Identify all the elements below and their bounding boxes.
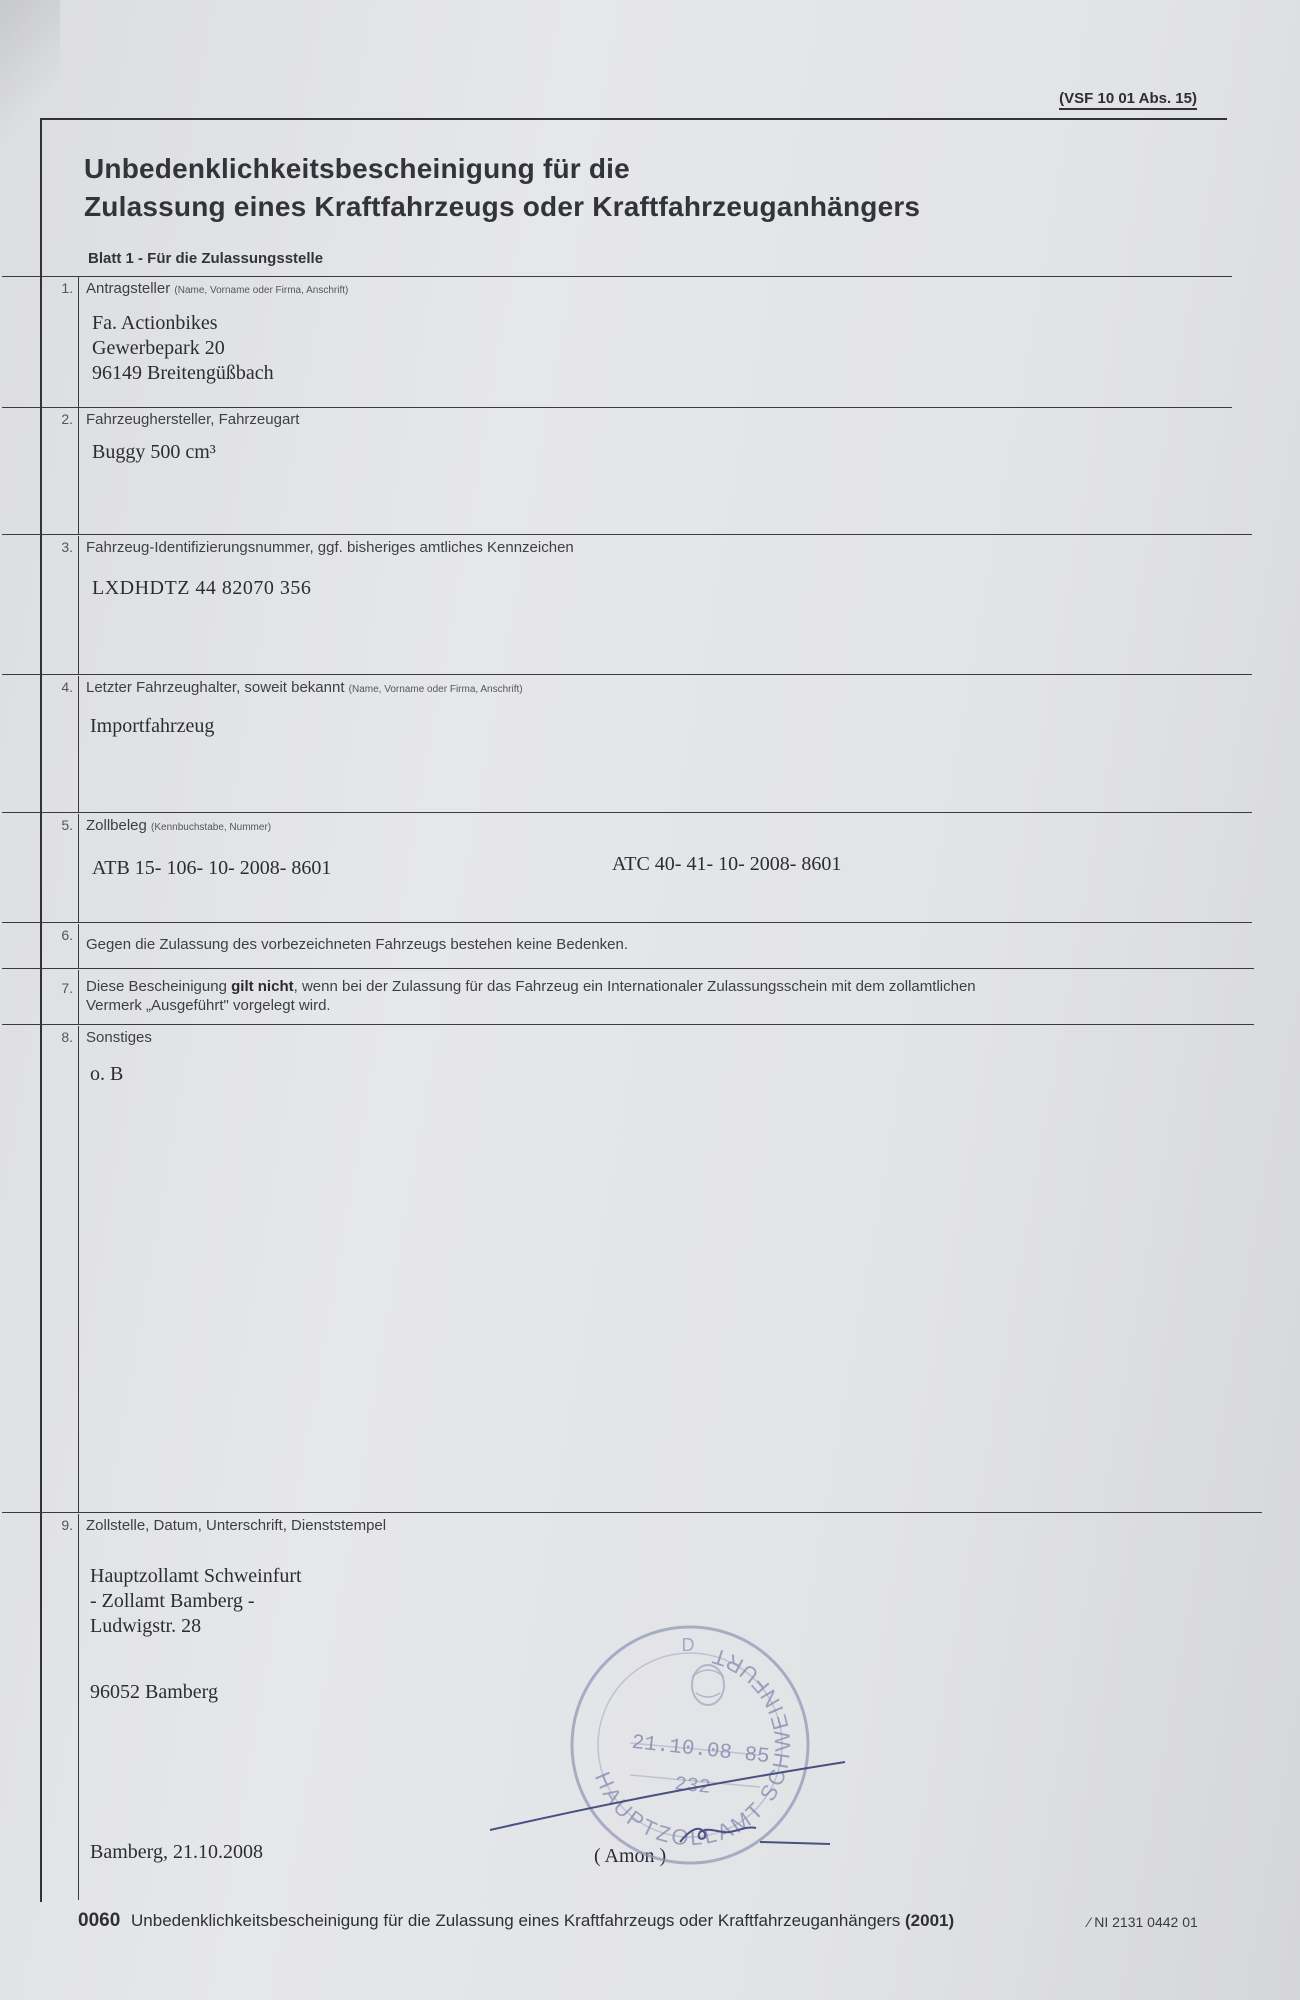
signature bbox=[480, 1760, 860, 1850]
eagle-icon bbox=[692, 1665, 724, 1705]
applicant-value bbox=[92, 311, 274, 386]
footer-year: (2001) bbox=[905, 1911, 955, 1930]
field-number: 3. bbox=[61, 539, 73, 555]
title-line-1: Unbedenklichkeitsbescheinigung für die bbox=[84, 153, 630, 184]
field-number: 5. bbox=[61, 817, 73, 833]
stamp-date: 21.10.08 85 bbox=[630, 1731, 771, 1770]
validity-text-bold: gilt nicht bbox=[231, 978, 294, 995]
field-5-customs-document bbox=[2, 814, 1252, 923]
place-date: Bamberg, 21.10.2008 bbox=[90, 1841, 263, 1863]
field-label: Zollbeleg bbox=[86, 817, 147, 834]
form-number-icon: ⁄ bbox=[1088, 1914, 1091, 1930]
field-3-vin bbox=[2, 536, 1252, 675]
field-1-applicant bbox=[2, 276, 1232, 408]
field-number: 8. bbox=[61, 1029, 73, 1045]
applicant-line: Gewerbepark 20 bbox=[92, 337, 225, 359]
field-label: Fahrzeug-Identifizierungsnummer, ggf. bisheriges amtliches Kennzeichen bbox=[86, 539, 574, 556]
form-title bbox=[84, 150, 920, 226]
field-label: Antragsteller bbox=[86, 280, 171, 297]
customs-doc-right: ATC 40- 41- 10- 2008- 8601 bbox=[612, 853, 842, 875]
field-number: 2. bbox=[61, 411, 73, 427]
field-label: Fahrzeughersteller, Fahrzeugart bbox=[86, 411, 300, 428]
field-sublabel: (Name, Vorname oder Firma, Anschrift) bbox=[174, 285, 349, 296]
office-address-line: Ludwigstr. 28 bbox=[90, 1615, 202, 1637]
title-line-2: Zulassung eines Kraftfahrzeugs oder Kraftfahrzeuganhängers bbox=[84, 191, 921, 222]
field-label: Letzter Fahrzeughalter, soweit bekannt bbox=[86, 679, 345, 696]
customs-doc-left: ATB 15- 106- 10- 2008- 8601 bbox=[92, 857, 332, 879]
field-2-manufacturer bbox=[2, 408, 1252, 535]
vsf-reference: (VSF 10 01 Abs. 15) bbox=[1059, 90, 1197, 110]
other-value: o. B bbox=[90, 1063, 124, 1085]
field-6-declaration bbox=[2, 924, 1254, 969]
form-number-text: NI 2131 0442 01 bbox=[1094, 1914, 1198, 1930]
vin-value: LXDHDTZ 44 82070 356 bbox=[92, 577, 312, 599]
field-number: 9. bbox=[61, 1517, 73, 1533]
office-address-line: Hauptzollamt Schweinfurt bbox=[90, 1565, 302, 1587]
office-postal: 96052 Bamberg bbox=[90, 1681, 218, 1703]
sheet-label: Blatt 1 - Für die Zulassungsstelle bbox=[88, 250, 324, 267]
field-sublabel: (Name, Vorname oder Firma, Anschrift) bbox=[348, 684, 523, 695]
field-8-other bbox=[2, 1026, 1262, 1513]
stamp-ring-text: HAUPTZOLLAMT SCHWEINFURT bbox=[589, 1642, 796, 1851]
manufacturer-value: Buggy 500 cm³ bbox=[92, 441, 216, 463]
field-7-validity-note bbox=[2, 970, 1254, 1025]
validity-text-after: , wenn bei der Zulassung für das Fahrzeug ein Internationaler Zulassungsschein mit dem zollamtlichen bbox=[293, 978, 976, 995]
field-number: 7. bbox=[61, 980, 73, 996]
field-sublabel: (Kennbuchstabe, Nummer) bbox=[151, 822, 272, 833]
field-label: Sonstiges bbox=[86, 1029, 152, 1046]
form-number bbox=[1088, 1914, 1198, 1930]
applicant-line: 96149 Breitengüßbach bbox=[92, 362, 274, 384]
last-holder-value: Importfahrzeug bbox=[90, 715, 215, 737]
footer-code: 0060 bbox=[78, 1910, 121, 1931]
field-4-last-holder bbox=[2, 676, 1252, 813]
field-number: 6. bbox=[61, 927, 73, 943]
footer-text: Unbedenklichkeitsbescheinigung für die Zulassung eines Kraftfahrzeugs oder Kraftfahrzeuganhängers bbox=[131, 1911, 901, 1930]
validity-text-before: Diese Bescheinigung bbox=[86, 978, 227, 995]
field-label: Zollstelle, Datum, Unterschrift, Dienststempel bbox=[86, 1517, 387, 1534]
field-number: 1. bbox=[61, 280, 73, 296]
office-address bbox=[90, 1564, 302, 1639]
validity-line-2: Vermerk „Ausgeführt" vorgelegt wird. bbox=[86, 997, 331, 1014]
signer-name: ( Amon ) bbox=[594, 1845, 667, 1867]
form-footer bbox=[78, 1910, 954, 1932]
field-label: Gegen die Zulassung des vorbezeichneten Fahrzeugs bestehen keine Bedenken. bbox=[86, 936, 629, 953]
applicant-line: Fa. Actionbikes bbox=[92, 312, 218, 334]
stamp-top-letters: D bbox=[681, 1635, 695, 1655]
office-address-line: - Zollamt Bamberg - bbox=[90, 1590, 255, 1612]
stamp-number: 232 bbox=[673, 1773, 712, 1800]
field-number: 4. bbox=[61, 679, 73, 695]
